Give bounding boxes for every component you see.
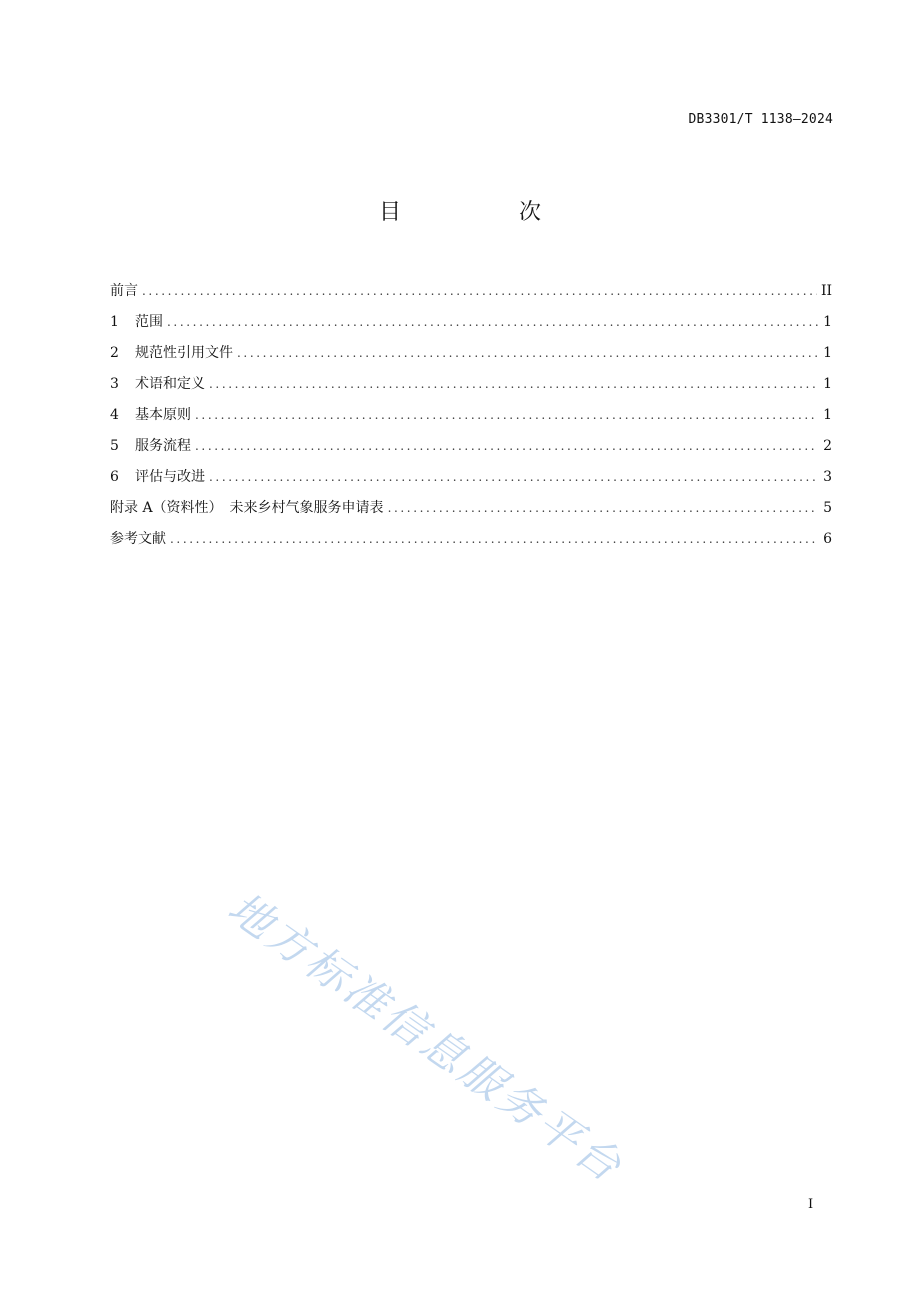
table-of-contents [110, 280, 832, 559]
toc-entry-number: 5 [110, 438, 119, 454]
toc-entry-page: 2 [823, 438, 832, 454]
toc-entry-label: 服务流程 [135, 438, 191, 454]
toc-entry-foreword[interactable] [110, 280, 832, 311]
toc-entry-scope[interactable] [110, 311, 832, 342]
toc-entry-bibliography[interactable] [110, 528, 832, 559]
toc-entry-label: 评估与改进 [135, 469, 205, 485]
toc-entry-number: 4 [110, 407, 119, 423]
dot-leader [209, 470, 818, 484]
dot-leader [195, 408, 818, 422]
watermark-text: 地方标准信息服务平台 [218, 882, 633, 1194]
toc-entry-service-process[interactable] [110, 435, 832, 466]
dot-leader [237, 346, 818, 360]
toc-entry-page: 3 [823, 469, 832, 485]
toc-entry-label: 范围 [135, 314, 163, 330]
toc-entry-page: 5 [823, 500, 832, 516]
toc-entry-page: II [820, 283, 832, 299]
toc-entry-page: 1 [823, 345, 832, 361]
toc-entry-number: 2 [110, 345, 119, 361]
toc-entry-normative-references[interactable] [110, 342, 832, 373]
toc-entry-page: 6 [823, 531, 832, 547]
toc-entry-label: 术语和定义 [135, 376, 205, 392]
toc-entry-number: 6 [110, 469, 119, 485]
toc-entry-label: 参考文献 [110, 531, 166, 547]
dot-leader [167, 315, 818, 329]
page-number: I [808, 1197, 814, 1212]
dot-leader [388, 501, 818, 515]
dot-leader [142, 284, 817, 298]
toc-entry-terms-definitions[interactable] [110, 373, 832, 404]
dot-leader [209, 377, 818, 391]
toc-entry-page: 1 [823, 407, 832, 423]
toc-entry-number: 1 [110, 314, 119, 330]
toc-entry-label: 规范性引用文件 [135, 345, 233, 361]
document-code: DB3301/T 1138—2024 [688, 112, 833, 127]
dot-leader [195, 439, 818, 453]
toc-entry-evaluation-improvement[interactable] [110, 466, 832, 497]
page-title: 目 次 [378, 200, 589, 225]
toc-entry-number: 3 [110, 376, 119, 392]
toc-entry-page: 1 [823, 314, 832, 330]
toc-entry-label: 基本原则 [135, 407, 191, 423]
toc-entry-appendix-a[interactable] [110, 497, 832, 528]
toc-entry-basic-principles[interactable] [110, 404, 832, 435]
dot-leader [170, 532, 818, 546]
toc-entry-label: 附录 A（资料性） 未来乡村气象服务申请表 [110, 500, 384, 516]
toc-entry-label: 前言 [110, 283, 138, 299]
toc-entry-page: 1 [823, 376, 832, 392]
